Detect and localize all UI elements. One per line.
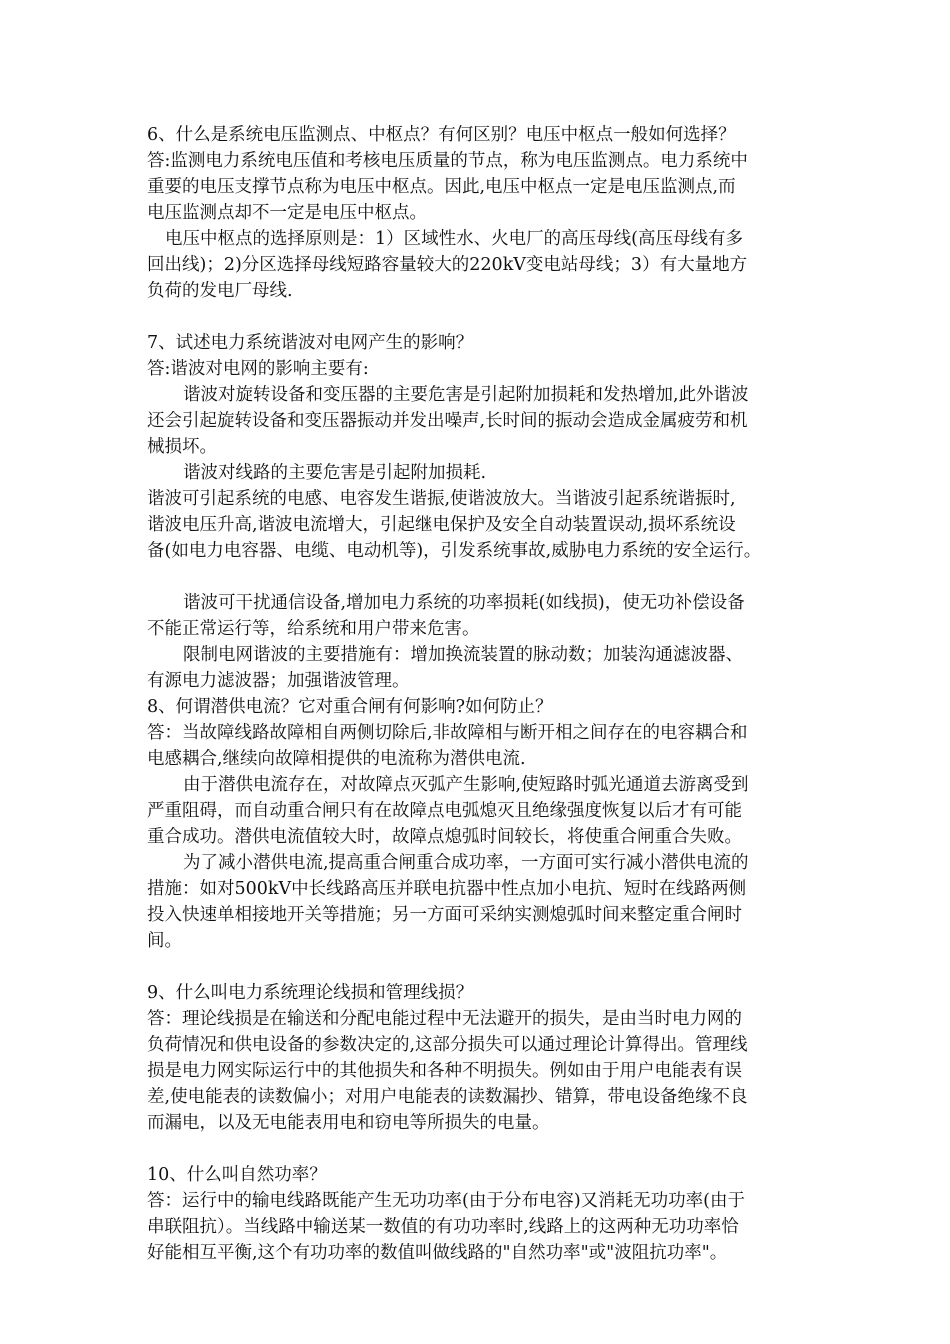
answer-line: 答：理论线损是在输送和分配电能过程中无法避开的损失，是由当时电力网的 (147, 1009, 742, 1029)
answer-line: 不能正常运行等，给系统和用户带来危害。 (147, 619, 480, 639)
document-body (147, 122, 827, 1266)
section-q8 (147, 694, 827, 954)
answer-line: 重合成功。潜供电流值较大时，故障点熄弧时间较长，将使重合闸重合失败。 (147, 827, 742, 847)
answer-line: 负荷情况和供电设备的参数决定的,这部分损失可以通过理论计算得出。管理线 (147, 1035, 748, 1055)
answer-line: 串联阻抗）。当线路中输送某一数值的有功功率时,线路上的这两种无功功率恰 (147, 1217, 739, 1237)
answer-line: 械损坏。 (147, 437, 217, 457)
answer-line: 答：运行中的输电线路既能产生无功功率(由于分布电容)又消耗无功功率(由于 (147, 1191, 745, 1211)
question-heading: 9、什么叫电力系统理论线损和管理线损？ (147, 983, 474, 1003)
question-heading: 7、试述电力系统谐波对电网产生的影响？ (147, 333, 474, 353)
paragraph-gap (147, 954, 827, 980)
answer-line: 好能相互平衡,这个有功功率的数值叫做线路的"自然功率"或"波阻抗功率"。 (147, 1243, 728, 1263)
answer-line: 限制电网谐波的主要措施有：增加换流装置的脉动数；加装沟通滤波器、 (183, 645, 743, 665)
answer-line: 重要的电压支撑节点称为电压中枢点。因此,电压中枢点一定是电压监测点,而 (147, 177, 736, 197)
answer-line: 答：当故障线路故障相自两侧切除后,非故障相与断开相之间存在的电容耦合和 (147, 723, 748, 743)
paragraph-gap (147, 304, 827, 330)
section-q7 (147, 330, 827, 694)
answer-line: 措施：如对500kV中长线路高压并联电抗器中性点加小电抗、短时在线路两侧 (147, 879, 747, 899)
answer-line: 谐波可引起系统的电感、电容发生谐振,使谐波放大。当谐波引起系统谐振时, (147, 489, 736, 509)
answer-line: 间。 (147, 931, 182, 951)
answer-line: 严重阻碍，而自动重合闸只有在故障点电弧熄灭且绝缘强度恢复以后才有可能 (147, 801, 742, 821)
paragraph-gap (147, 564, 827, 590)
paragraph-gap (147, 1136, 827, 1162)
answer-line: 为了减小潜供电流,提高重合闸重合成功率，一方面可实行减小潜供电流的 (183, 853, 749, 873)
answer-line: 差,使电能表的读数偏小；对用户电能表的读数漏抄、错算，带电设备绝缘不良 (147, 1087, 748, 1107)
answer-line: 谐波可干扰通信设备,增加电力系统的功率损耗(如线损)，使无功补偿设备 (183, 593, 745, 613)
question-heading: 8、何谓潜供电流？它对重合闸有何影响?如何防止？ (147, 697, 553, 717)
question-heading: 10、什么叫自然功率？ (147, 1165, 327, 1185)
answer-line: 答:监测电力系统电压值和考核电压质量的节点，称为电压监测点。电力系统中 (147, 151, 748, 171)
answer-line: 谐波电压升高,谐波电流增大，引起继电保护及安全自动装置误动,损坏系统设 (147, 515, 736, 535)
answer-line: 答:谐波对电网的影响主要有: (147, 359, 369, 379)
answer-line: 损是电力网实际运行中的其他损失和各种不明损失。例如由于用户电能表有误 (147, 1061, 742, 1081)
answer-line: 电压中枢点的选择原则是：1）区域性水、火电厂的高压母线(高压母线有多 (165, 229, 743, 249)
answer-line: 备(如电力电容器、电缆、电动机等)，引发系统事故,威胁电力系统的安全运行。 (147, 541, 762, 561)
answer-line: 而漏电，以及无电能表用电和窃电等所损失的电量。 (147, 1113, 550, 1133)
answer-line: 有源电力滤波器；加强谐波管理。 (147, 671, 410, 691)
answer-line: 还会引起旋转设备和变压器振动并发出噪声,长时间的振动会造成金属疲劳和机 (147, 411, 748, 431)
answer-line: 投入快速单相接地开关等措施；另一方面可采纳实测熄弧时间来整定重合闸时 (147, 905, 742, 925)
answer-line: 谐波对旋转设备和变压器的主要危害是引起附加损耗和发热增加,此外谐波 (183, 385, 749, 405)
section-q6 (147, 122, 827, 304)
answer-line: 电感耦合,继续向故障相提供的电流称为潜供电流. (147, 749, 526, 769)
question-heading: 6、什么是系统电压监测点、中枢点？有何区别？电压中枢点一般如何选择？ (147, 125, 736, 145)
answer-line: 回出线)；2)分区选择母线短路容量较大的220kV变电站母线；3）有大量地方 (147, 255, 748, 275)
section-q10 (147, 1162, 827, 1266)
answer-line: 电压监测点却不一定是电压中枢点。 (147, 203, 427, 223)
answer-line: 谐波对线路的主要危害是引起附加损耗. (183, 463, 487, 483)
answer-line: 负荷的发电厂母线. (147, 281, 293, 301)
section-q9 (147, 980, 827, 1136)
answer-line: 由于潜供电流存在，对故障点灭弧产生影响,使短路时弧光通道去游离受到 (183, 775, 749, 795)
